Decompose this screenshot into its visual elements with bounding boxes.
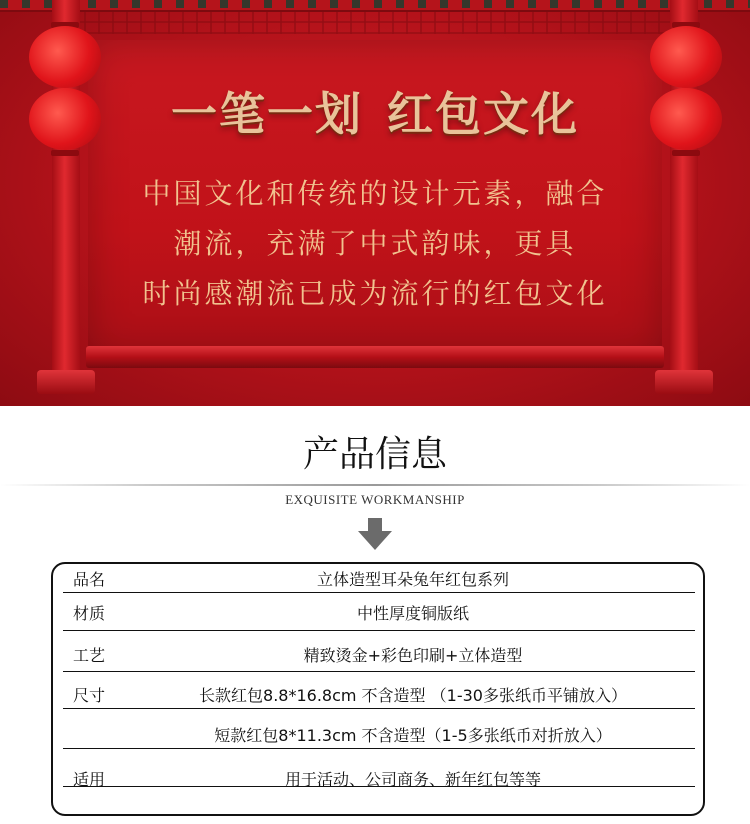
banner-desc-line-2: 潮流，充满了中式韵味，更具	[173, 227, 577, 260]
lattice-pattern	[70, 12, 680, 34]
table-row-divider	[63, 748, 695, 749]
section-subtitle: EXQUISITE WORKMANSHIP	[285, 492, 465, 507]
hero-banner	[0, 0, 750, 406]
row-value-usage: 用于活动、公司商务、新年红包等等	[284, 770, 541, 789]
lantern-cap	[672, 150, 700, 156]
section-title: 产品信息	[302, 434, 447, 475]
left-pillar-base	[37, 370, 95, 394]
row-label-size: 尺寸	[73, 686, 106, 705]
row-value-material: 中性厚度铜版纸	[356, 604, 469, 623]
scroll-roll	[86, 346, 664, 368]
right-pillar-base	[655, 370, 713, 394]
arrow-down-icon	[358, 518, 392, 550]
row-label-material: 材质	[73, 604, 106, 623]
lantern-cap	[51, 150, 79, 156]
row-value-size-short: 短款红包8*11.3cm 不含造型（1-5多张纸币对折放入）	[214, 726, 612, 745]
row-label-usage: 适用	[73, 770, 106, 789]
product-info-table	[51, 562, 705, 816]
row-value-size-long: 长款红包8.8*16.8cm 不含造型 （1-30多张纸币平铺放入）	[199, 686, 627, 705]
banner-desc-line-1: 中国文化和传统的设计元素，融合	[142, 177, 608, 210]
row-value-name: 立体造型耳朵兔年红包系列	[316, 570, 509, 589]
table-row-divider	[63, 592, 695, 593]
section-divider	[0, 484, 750, 486]
row-label-craft: 工艺	[73, 646, 106, 665]
table-row-divider	[63, 671, 695, 672]
table-row-divider	[63, 630, 695, 631]
row-label-name: 品名	[73, 570, 106, 589]
roof-tiles	[0, 0, 750, 8]
banner-title-part2: 红包文化	[387, 87, 579, 141]
table-row-divider	[63, 708, 695, 709]
banner-title-part1: 一笔一划	[171, 87, 363, 141]
banner-title	[0, 78, 750, 144]
banner-desc-line-3: 时尚感潮流已成为流行的红包文化	[142, 277, 608, 310]
row-value-craft: 精致烫金+彩色印刷+立体造型	[303, 646, 523, 665]
